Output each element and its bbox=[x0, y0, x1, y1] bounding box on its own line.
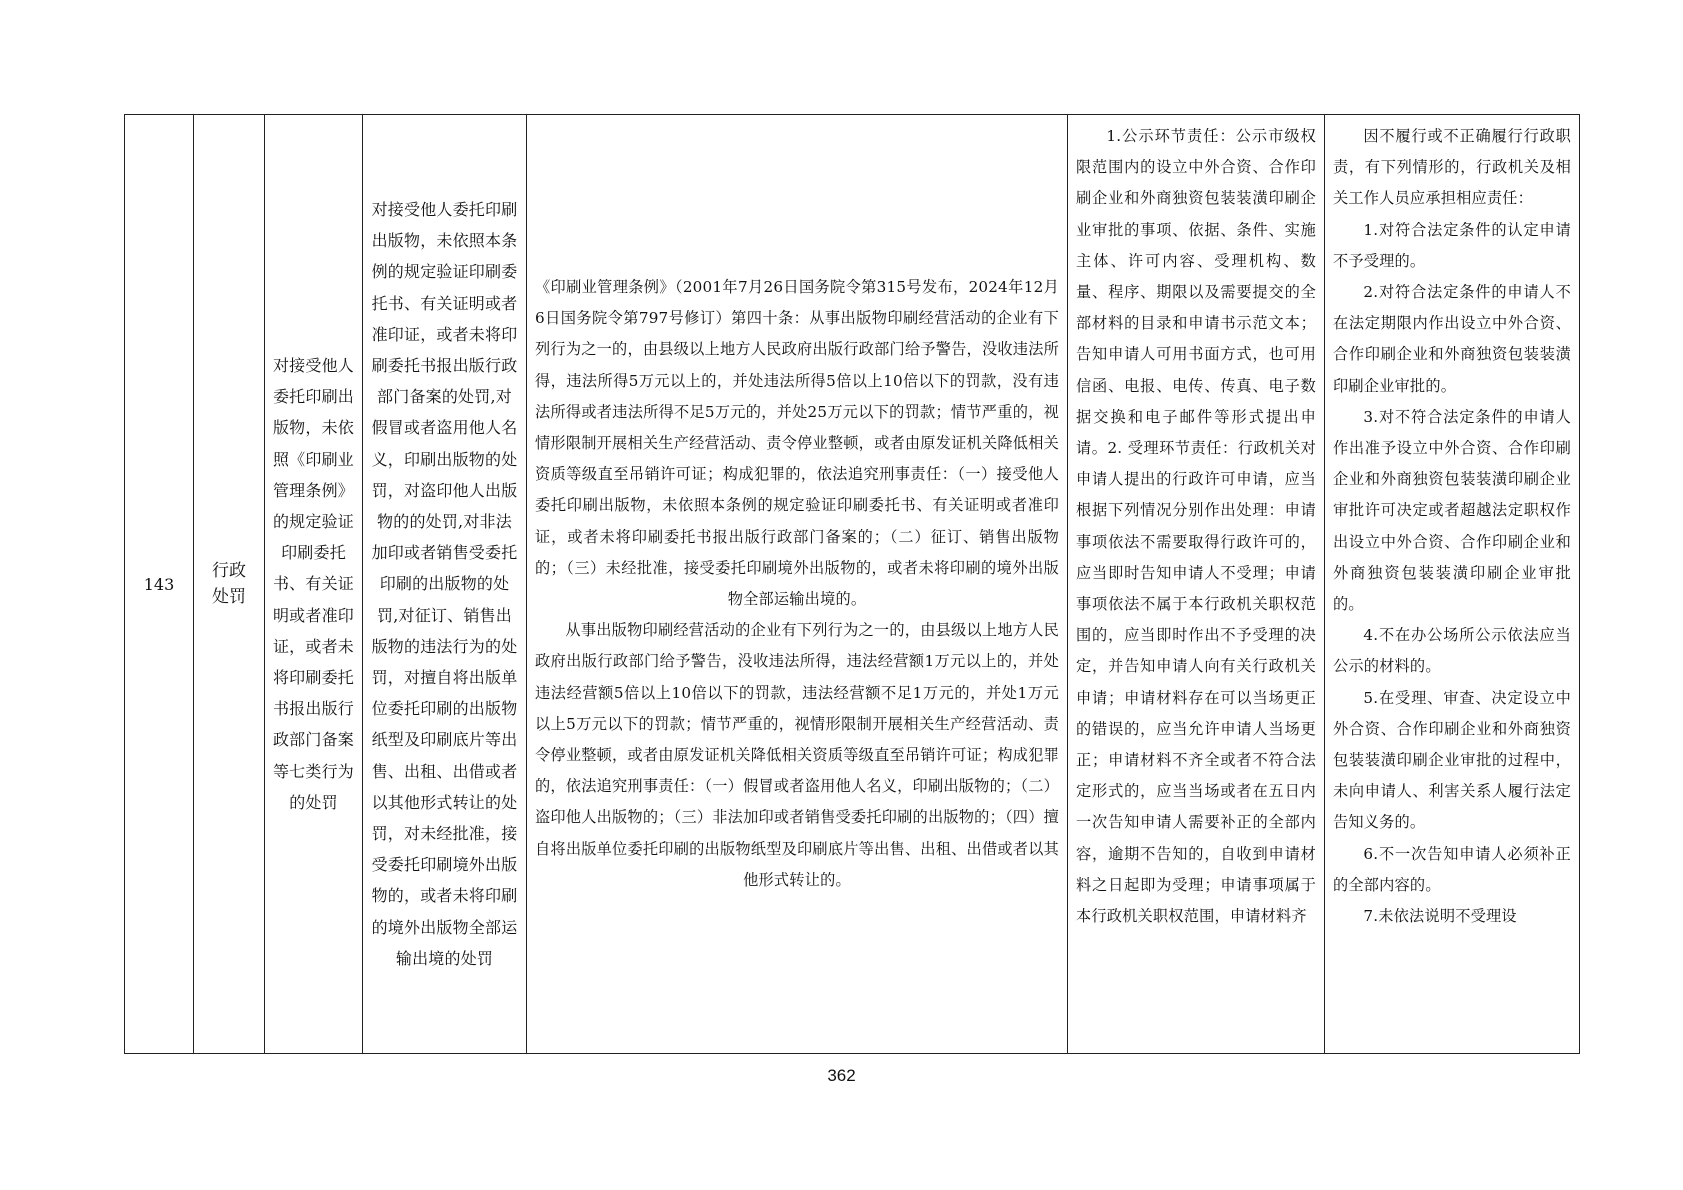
legal-basis-cell bbox=[527, 115, 1068, 1054]
category-text: 行政处罚 bbox=[212, 561, 246, 607]
item-name-text: 对接受他人委托印刷出版物，未依照《印刷业管理条例》的规定验证印刷委托书、有关证明或者准印证，或者未将印刷委托书报出版行政部门备案等七类行为的处罚 bbox=[272, 355, 354, 812]
duty-cell bbox=[1068, 115, 1325, 1054]
sub-items-cell bbox=[363, 115, 527, 1054]
liability-item: 2.对符合法定条件的申请人不在法定期限内作出设立中外合资、合作印刷企业和外商独资包装装潢印刷企业审批的。 bbox=[1333, 283, 1571, 395]
liability-item: 5.在受理、审查、决定设立中外合资、合作印刷企业和外商独资包装装潢印刷企业审批的过程中，未向申请人、利害关系人履行法定告知义务的。 bbox=[1333, 688, 1571, 832]
liability-item: 1.对符合法定条件的认定申请不予受理的。 bbox=[1333, 220, 1571, 270]
legal-basis-paragraph-2: 从事出版物印刷经营活动的企业有下列行为之一的，由县级以上地方人民政府出版行政部门给予警告，没收违法所得，违法经营额1万元以上的，并处违法经营额5倍以上10倍以下的罚款，违法经营额不足1万元的，并处1万元以上5万元以下的罚款；情节严重的，视情形限制开展相关生产经营活动、责令停业整顿，或者由原发证机关降低相关资质等级直至吊销许可证；构成犯罪的，依法追究刑事责任：（一）假冒或者盗用他人名义，印刷出版物的；（二）盗印他人出版物的；（三）非法加印或者销售受委托印刷的出版物的；（四）擅自将出版单位委托印刷的出版物纸型及印刷底片等出售、出租、出借或者以其他形式转让的。 bbox=[535, 621, 1059, 889]
liability-cell bbox=[1325, 115, 1580, 1054]
row-number-cell bbox=[125, 115, 194, 1054]
page-number: 362 bbox=[827, 1066, 856, 1085]
legal-basis-paragraph-1: 《印刷业管理条例》（2001年7月26日国务院令第315号发布，2024年12月6日国务院令第797号修订）第四十条：从事出版物印刷经营活动的企业有下列行为之一的，由县级以上地方人民政府出版行政部门给予警告，没收违法所得，违法所得5万元以上的，并处违法所得5倍以上10倍以下的罚款，没有违法所得或者违法所得不足5万元的，并处25万元以下的罚款；情节严重的，视情形限制开展相关生产经营活动、责令停业整顿，或者由原发证机关降低相关资质等级直至吊销许可证；构成犯罪的，依法追究刑事责任：（一）接受他人委托印刷出版物，未依照本条例的规定验证印刷委托书、有关证明或者准印证，或者未将印刷委托书报出版行政部门备案的；（二）征订、销售出版物的；（三）未经批准，接受委托印刷境外出版物的，或者未将印刷的境外出版物全部运输出境的。 bbox=[535, 277, 1059, 608]
duty-text: 1.公示环节责任：公示市级权限范围内的设立中外合资、合作印刷企业和外商独资包装装潢印刷企业审批的事项、依据、条件、实施主体、许可内容、受理机构、数量、程序、期限以及需要提交的全部材料的目录和申请书示范文本；告知申请人可用书面方式，也可用信函、电报、电传、传真、电子数据交换和电子邮件等形式提出申请。2. 受理环节责任：行政机关对申请人提出的行政许可申请，应当根据下列情况分别作出处理：申请事项依法不需要取得行政许可的，应当即时告知申请人不受理；申请事项依法不属于本行政机关职权范围的，应当即时作出不予受理的决定，并告知申请人向有关行政机关申请；申请材料存在可以当场更正的错误的，应当允许申请人当场更正；申请材料不齐全或者不符合法定形式的，应当当场或者在五日内一次告知申请人需要补正的全部内容，逾期不告知的，自收到申请材料之日起即为受理；申请事项属于本行政机关职权范围，申请材料齐 bbox=[1076, 127, 1316, 926]
power-list-table bbox=[124, 114, 1580, 1054]
liability-item: 7.未依法说明不受理设 bbox=[1363, 907, 1517, 926]
liability-item: 4.不在办公场所公示依法应当公示的材料的。 bbox=[1333, 626, 1571, 676]
table-row bbox=[125, 115, 1580, 1054]
item-name-cell bbox=[265, 115, 363, 1054]
liability-item: 3.对不符合法定条件的申请人作出准予设立中外合资、合作印刷企业和外商独资包装装潢印刷企业审批许可决定或者超越法定职权作出设立中外合资、合作印刷企业和外商独资包装装潢印刷企业审批的。 bbox=[1333, 407, 1571, 614]
category-cell bbox=[194, 115, 265, 1054]
sub-items-text: 对接受他人委托印刷出版物，未依照本条例的规定验证印刷委托书、有关证明或者准印证，或者未将印刷委托书报出版行政部门备案的处罚,对假冒或者盗用他人名义，印刷出版物的处罚，对盗印他人出版物的的处罚,对非法加印或者销售受委托印刷的出版物的处罚,对征订、销售出版物的违法行为的处罚，对擅自将出版单位委托印刷的出版物纸型及印刷底片等出售、出租、出借或者以其他形式转让的处罚，对未经批准，接受委托印刷境外出版物的，或者未将印刷的境外出版物全部运输出境的处罚 bbox=[371, 199, 518, 968]
liability-item: 6.不一次告知申请人必须补正的全部内容的。 bbox=[1333, 844, 1571, 894]
row-number: 143 bbox=[143, 574, 175, 594]
liability-intro: 因不履行或不正确履行行政职责，有下列情形的，行政机关及相关工作人员应承担相应责任： bbox=[1333, 127, 1571, 208]
